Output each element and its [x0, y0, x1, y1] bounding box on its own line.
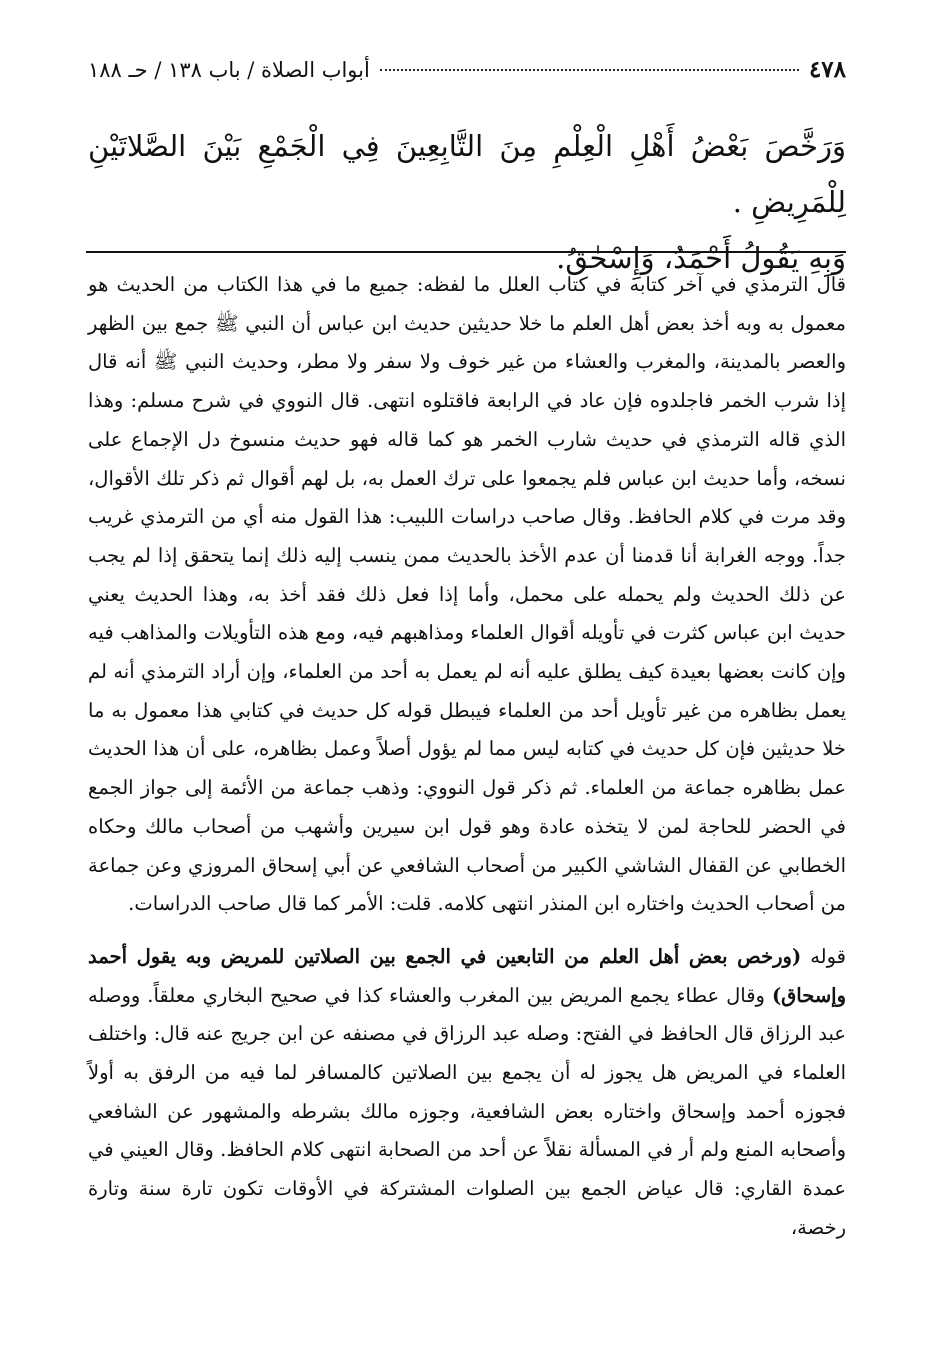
- paragraph-gap: [88, 924, 846, 938]
- quoted-hadith: (ورخص بعض أهل العلم من التابعين في الجمع بين الصلاتين للمريض وبه يقول أحمد وإسحاق): [88, 944, 846, 1007]
- running-title: أبواب الصلاة / باب ١٣٨ / حـ ١٨٨: [88, 58, 370, 82]
- commentary-paragraph: [88, 938, 846, 1248]
- paragraph-text: وقال عطاء يجمع المريض بين المغرب والعشاء كذا في صحيح البخاري معلقاً. ووصله عبد الرزاق قال الحافظ في الفتح: وصله عبد الرزاق في مصنفه عن ابن جريج عنه قال: واختلف العلماء في المريض هل يجوز له أن يجمع بين الصلاتين كالمسافر لما فيه من الرفق به أولاً فجوزه أحمد وإسحاق واختاره بعض الشافعية، وجوزه مالك بشرطه والمشهور عن الشافعي وأصحابه المنع ولم أر في المسألة نقلاً عن أحد من الصحابة انتهى كلام الحافظ. وقال العيني في عمدة القاري: قال عياض الجمع بين الصلوات المشتركة في الأوقات تكون تارة سنة وتارة رخصة،: [88, 983, 846, 1239]
- commentary: [88, 266, 846, 1248]
- commentary-paragraph: قال الترمذي في آخر كتابه في كتاب العلل ما لفظه: جميع ما في هذا الكتاب من الحديث هو معمول به وبه أخذ بعض أهل العلم ما خلا حديثين حديث ابن عباس أن النبي ﷺ جمع بين الظهر والعصر بالمدينة، والمغرب والعشاء من غير خوف ولا سفر ولا مطر، وحديث النبي ﷺ أنه قال إذا شرب الخمر فاجلدوه فإن عاد في الرابعة فاقتلوه انتهى. قال النووي في شرح مسلم: وهذا الذي قاله الترمذي في حديث شارب الخمر هو كما قاله فهو حديث منسوخ دل الإجماع على نسخه، وأما حديث ابن عباس فلم يجمعوا على ترك العمل به، بل لهم أقوال ثم ذكر تلك الأقوال، وقد مرت في كلام الحافظ. وقال صاحب دراسات اللبيب: هذا القول منه أي من الترمذي غريب جداً. ووجه الغرابة أنا قدمنا أن عدم الأخذ بالحديث ممن ينسب إليه ذلك إنما يتحقق إذا لم يجب عن ذلك الحديث ولم يحمله على محمل، وأما إذا فعل ذلك فقد أخذ به، وهذا الحديث يعني حديث ابن عباس كثرت في تأويله أقوال العلماء ومذاهبهم فيه، ومع هذه التأويلات والمذاهب فيه وإن كانت بعضها بعيدة كيف يطلق عليه أنه لم يعمل به أحد من العلماء، وإن أراد الترمذي أنه لم يعمل بظاهره من غير تأويل أحد من العلماء فيبطل قوله كل حديث في كتابي هذا معمول به ما خلا حديثين فإن كل حديث في كتابه ليس مما لم يؤول أصلاً وعمل بظاهره، على أن هذا الحديث عمل بظاهره جماعة من العلماء. ثم ذكر قول النووي: وذهب جماعة من الأئمة إلى جواز الجمع في الحضر للحاجة لمن لا يتخذه عادة وهو قول ابن سيرين وأشهب من أصحاب مالك وحكاه الخطابي عن القفال الشاشي الكبير من أصحاب الشافعي عن أبي إسحاق المروزي وعن جماعة من أصحاب الحديث واختاره ابن المنذر انتهى كلامه. قلت: الأمر كما قال صاحب الدراسات.: [88, 273, 846, 916]
- section-divider: [86, 251, 846, 253]
- header-dotted-leader: [380, 69, 799, 71]
- page-header: [88, 56, 846, 96]
- page-number: ٤٧٨: [808, 56, 846, 83]
- hadith-text: [88, 118, 846, 286]
- hadith-line: وَبِهِ يَقُولُ أَحْمَدُ، وَإِسْحٰقُ.: [556, 241, 846, 275]
- quote-lead: قوله: [810, 944, 846, 968]
- hadith-line: وَرَخَّصَ بَعْضُ أَهْلِ الْعِلْمِ مِنَ التَّابِعِينَ فِي الْجَمْعِ بَيْنَ الصَّلاتَيْنِ لِلْمَرِيضِ .: [88, 129, 846, 219]
